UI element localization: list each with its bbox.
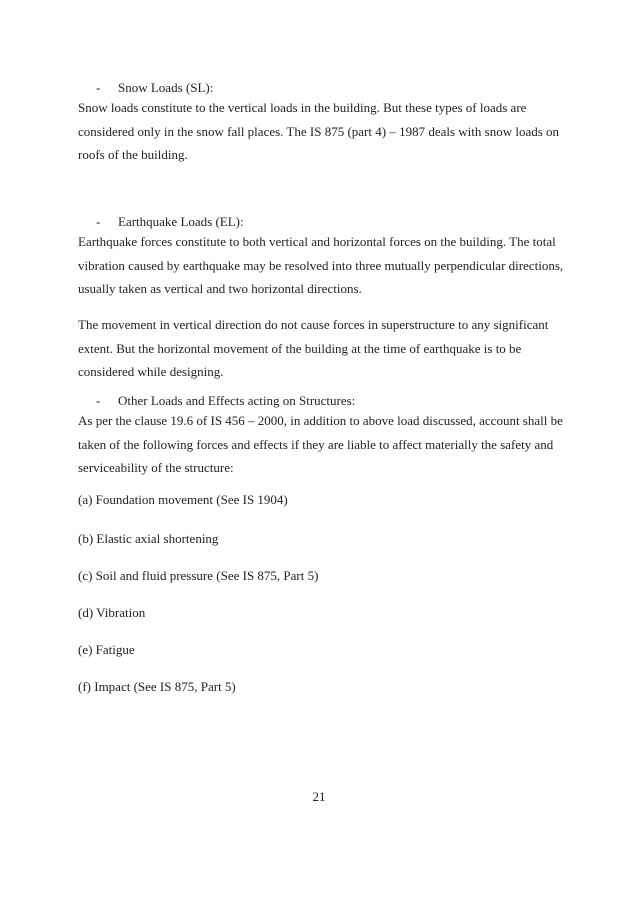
paragraph-line: As per the clause 19.6 of IS 456 – 2000, in addition to above load discussed, account shall be [78, 413, 563, 428]
paragraph-line: considered only in the snow fall places. The IS 875 (part 4) – 1987 deals with snow loads on [78, 123, 560, 139]
other-loads-heading [96, 393, 355, 409]
paragraph-line: serviceability of the structure: [78, 460, 234, 475]
earthquake-loads-paragraph [78, 230, 564, 301]
earthquake-loads-heading-text: Earthquake Loads (EL): [118, 214, 244, 229]
other-loads-paragraph [78, 409, 563, 480]
list-item: (f) Impact (See IS 875, Part 5) [78, 679, 236, 694]
earthquake-movement-paragraph [78, 313, 560, 384]
paragraph-line: Snow loads constitute to the vertical loads in the building. But these types of loads are [78, 100, 527, 115]
list-item: (a) Foundation movement (See IS 1904) [78, 492, 288, 507]
paragraph-line: extent. But the horizontal movement of the building at the time of earthquake is to be [78, 340, 522, 356]
list-item: (c) Soil and fluid pressure (See IS 875, Part 5) [78, 568, 319, 583]
bullet-dash: - [96, 214, 101, 229]
paragraph-line: considered while designing. [78, 364, 224, 379]
bullet-dash: - [96, 80, 101, 95]
earthquake-loads-heading [96, 214, 244, 230]
snow-loads-heading-text: Snow Loads (SL): [118, 80, 214, 95]
paragraph-line: usually taken as vertical and two horizontal directions. [78, 281, 362, 296]
paragraph-line: vibration caused by earthquake may be resolved into three mutually perpendicular directions, [78, 257, 564, 273]
paragraph-line: roofs of the building. [78, 147, 188, 162]
paragraph-line: taken of the following forces and effects if they are liable to affect materially the safety and [78, 436, 554, 452]
list-item: (e) Fatigue [78, 642, 135, 657]
paragraph-line: The movement in vertical direction do not cause forces in superstructure to any significant [78, 317, 549, 332]
list-item: (d) Vibration [78, 605, 146, 620]
page-number: 21 [312, 789, 326, 804]
bullet-dash: - [96, 393, 101, 408]
other-loads-heading-text: Other Loads and Effects acting on Structures: [118, 393, 356, 408]
paragraph-line: Earthquake forces constitute to both vertical and horizontal forces on the building. The total [78, 234, 556, 249]
list-item: (b) Elastic axial shortening [78, 531, 219, 546]
snow-loads-heading [96, 80, 213, 96]
snow-loads-paragraph [78, 96, 560, 167]
